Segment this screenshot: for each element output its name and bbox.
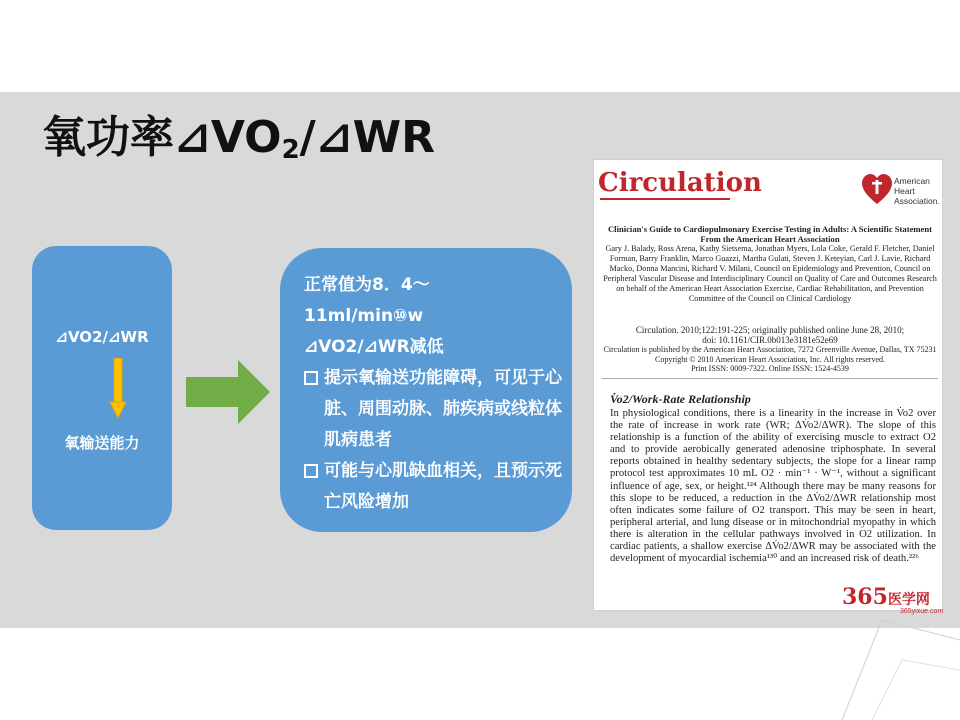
citation-line-5: Print ISSN: 0009-7322. Online ISSN: 1524-4539 xyxy=(691,364,849,373)
title-subscript: 2 xyxy=(281,135,300,165)
citation-line-3: Circulation is published by the American Heart Association, 7272 Greenville Avenue, Dallas, TX 75231 xyxy=(603,345,937,354)
title-end: /⊿WR xyxy=(299,112,436,163)
aha-line1: American xyxy=(894,176,930,186)
left-box-bottom-label: 氧输送能力 xyxy=(64,434,140,452)
citation-line-4: Copyright © 2010 American Heart Association, Inc. All rights reserved. xyxy=(654,354,886,364)
paper-section-heading: V̇o2/Work-Rate Relationship xyxy=(610,392,751,406)
watermark-text: 医学网 xyxy=(887,592,930,608)
left-concept-box xyxy=(32,246,172,530)
bullet-2-text: 可能与心肌缺血相关，且预示死亡风险增加 xyxy=(324,461,562,512)
paper-citation xyxy=(602,326,938,374)
bullet-item-2 xyxy=(304,456,566,518)
aha-name xyxy=(894,176,942,206)
citation-line-1: Circulation. 2010;122:191-225; originally published online June 28, 2010; xyxy=(635,325,905,335)
left-box-top-label: ⊿VO2/⊿WR xyxy=(55,328,149,346)
paper-body-text: In physiological conditions, there is a linearity in the increase in V̇o2 over the rate of increase in work rate (WR; ΔV̇o2/ΔWR). The slope of this relationship is a function of the ability of exercising muscle to extract O2 and to provide aerobically generated adenosine triphosphate. In several reports obtained in healthy sedentary subjects, the slope for a linear ramp protocol test approximates 10 mL O2 · min⁻¹ · W⁻¹, without a significant influence of age, sex, or height.¹²⁴ Although there may be many reasons for this slope to be reduced, a reduction in the ΔV̇o2/ΔWR relationship most often indicates some failure of O2 transport. This may be seen in heart, peripheral arterial, and lung disease or in mitochondrial myopathy in which there is alteration in the cellular pathways involved in O2 utilization. In cardiac patients, a shallow exercise ΔV̇o2/ΔWR may be associated with the development of myocardial ischemia¹³⁰ and an increased risk of death.²²⁶ xyxy=(610,408,936,565)
journal-logo: Circulation xyxy=(598,168,762,198)
corner-decoration xyxy=(842,600,960,720)
heart-torch-icon xyxy=(862,174,892,206)
citation-line-2: doi: 10.1161/CIR.0b013e3181e52e69 xyxy=(702,334,838,345)
bullet-1-text: 提示氧输送功能障碍，可见于心脏、周围动脉、肺疾病或线粒体肌病患者 xyxy=(324,368,562,450)
square-bullet-icon xyxy=(304,464,318,478)
title-main: 氧功率⊿VO xyxy=(42,112,282,163)
aha-line2: Heart xyxy=(894,186,915,196)
paper-excerpt-image xyxy=(594,160,942,610)
square-bullet-icon xyxy=(304,371,318,385)
aha-line3: Association. xyxy=(894,196,940,206)
watermark-number: 365 xyxy=(842,584,888,610)
bullet-item-1 xyxy=(304,363,566,456)
paper-title: Clinician's Guide to Cardiopulmonary Exercise Testing in Adults: A Scientific Statement From the American Heart Association xyxy=(607,224,933,244)
down-arrow-icon xyxy=(110,358,126,420)
right-arrow-icon xyxy=(186,360,272,424)
watermark-url: 365yixue.com xyxy=(900,608,944,615)
slide-title xyxy=(42,110,435,178)
normal-value-line1: 正常值为8．4～ xyxy=(304,275,430,295)
paper-authors: Gary J. Balady, Ross Arena, Kathy Sietsema, Jonathan Myers, Lola Coke, Gerald F. Fletcher, Daniel Forman, Barry Franklin, Marco Guazzi, Martha Gulati, Steven J. Keteyian, Carl J. Lavie, Richard Macko, Donna Mancini, Richard V. Milani, Council on Epidemiology and Prevention, Council on Peripheral Vascular Disease and Interdisciplinary Council on Quality of Care and Outcomes Research on behalf of the American Heart Association Exercise, Cardiac Rehabilitation, and Prevention Committee of the Council on Clinical Cardiology xyxy=(603,244,937,303)
watermark-logo xyxy=(842,584,930,610)
normal-value-line2: 11ml/min⑩w xyxy=(304,306,424,326)
decrease-line: ⊿VO2/⊿WR减低 xyxy=(304,337,444,357)
mid-explanation-box xyxy=(280,248,572,532)
journal-logo-underline xyxy=(600,198,730,200)
paper-divider xyxy=(602,378,938,379)
